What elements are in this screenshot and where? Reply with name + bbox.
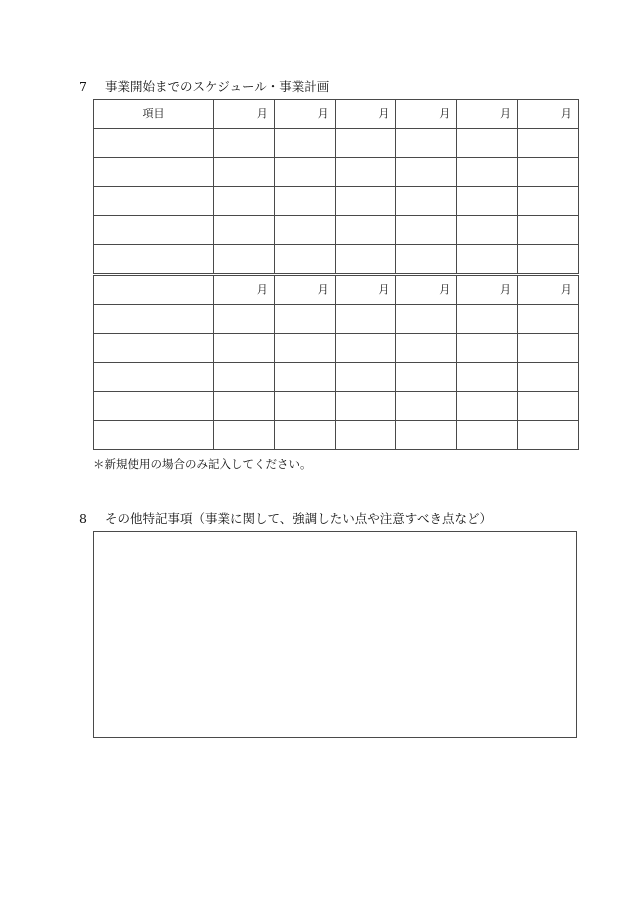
table-header-row (94, 100, 579, 129)
table-row (94, 392, 579, 421)
month-header-cell: 月 (517, 275, 578, 305)
schedule-table (93, 99, 579, 450)
item-cell[interactable] (94, 392, 214, 421)
month-cell[interactable] (335, 187, 396, 216)
month-cell[interactable] (274, 129, 335, 158)
month-cell[interactable] (457, 421, 518, 450)
month-cell[interactable] (396, 334, 457, 363)
month-cell[interactable] (335, 363, 396, 392)
month-cell[interactable] (517, 334, 578, 363)
month-cell[interactable] (335, 392, 396, 421)
month-cell[interactable] (214, 392, 275, 421)
month-cell[interactable] (457, 129, 518, 158)
month-cell[interactable] (274, 392, 335, 421)
month-cell[interactable] (517, 158, 578, 187)
table-row (94, 158, 579, 187)
month-cell[interactable] (274, 158, 335, 187)
item-cell[interactable] (94, 216, 214, 245)
month-header-cell: 月 (214, 100, 275, 129)
section-7-title: 事業開始までのスケジュール・事業計画 (105, 79, 330, 94)
special-notes-box[interactable] (93, 531, 577, 738)
item-cell[interactable] (94, 245, 214, 275)
table-row (94, 245, 579, 275)
month-cell[interactable] (214, 334, 275, 363)
month-cell[interactable] (396, 216, 457, 245)
item-cell[interactable] (94, 334, 214, 363)
month-cell[interactable] (274, 216, 335, 245)
month-cell[interactable] (517, 392, 578, 421)
month-cell[interactable] (335, 129, 396, 158)
item-cell[interactable] (94, 158, 214, 187)
month-cell[interactable] (517, 216, 578, 245)
month-cell[interactable] (396, 421, 457, 450)
item-cell[interactable] (94, 305, 214, 334)
month-cell[interactable] (517, 129, 578, 158)
month-cell[interactable] (396, 363, 457, 392)
month-header-cell: 月 (274, 100, 335, 129)
month-cell[interactable] (214, 421, 275, 450)
month-cell[interactable] (517, 363, 578, 392)
month-header-cell: 月 (457, 275, 518, 305)
section-8-number: 8 (79, 511, 87, 526)
month-cell[interactable] (396, 187, 457, 216)
month-cell[interactable] (274, 187, 335, 216)
section-7-heading (79, 80, 329, 94)
month-cell[interactable] (274, 421, 335, 450)
month-cell[interactable] (335, 158, 396, 187)
item-cell[interactable] (94, 187, 214, 216)
month-cell[interactable] (457, 245, 518, 275)
month-header-cell: 月 (335, 275, 396, 305)
month-header-cell: 月 (457, 100, 518, 129)
month-cell[interactable] (396, 305, 457, 334)
month-cell[interactable] (517, 187, 578, 216)
table-row (94, 334, 579, 363)
month-header-cell: 月 (274, 275, 335, 305)
month-cell[interactable] (335, 245, 396, 275)
table-row (94, 129, 579, 158)
month-cell[interactable] (214, 363, 275, 392)
item-cell[interactable] (94, 421, 214, 450)
month-header-cell: 月 (335, 100, 396, 129)
section-8-heading (79, 512, 492, 526)
month-cell[interactable] (274, 334, 335, 363)
header-item-cell: 項目 (94, 100, 214, 129)
month-cell[interactable] (214, 305, 275, 334)
item-cell[interactable] (94, 363, 214, 392)
month-cell[interactable] (335, 305, 396, 334)
month-cell[interactable] (335, 216, 396, 245)
month-cell[interactable] (517, 245, 578, 275)
month-cell[interactable] (517, 421, 578, 450)
month-cell[interactable] (457, 334, 518, 363)
month-header-cell: 月 (214, 275, 275, 305)
month-cell[interactable] (396, 245, 457, 275)
month-header-cell: 月 (396, 275, 457, 305)
table-row (94, 187, 579, 216)
header-item-cell[interactable] (94, 275, 214, 305)
month-cell[interactable] (517, 305, 578, 334)
month-cell[interactable] (214, 158, 275, 187)
section-8-title: その他特記事項（事業に関して、強調したい点や注意すべき点など） (105, 511, 493, 526)
month-header-cell: 月 (517, 100, 578, 129)
section-7-number: 7 (79, 79, 87, 94)
month-cell[interactable] (396, 392, 457, 421)
new-use-note: ＊新規使用の場合のみ記入してください。 (93, 457, 312, 471)
month-cell[interactable] (214, 216, 275, 245)
month-cell[interactable] (396, 158, 457, 187)
month-cell[interactable] (214, 187, 275, 216)
month-cell[interactable] (274, 305, 335, 334)
item-cell[interactable] (94, 129, 214, 158)
month-cell[interactable] (214, 129, 275, 158)
table-row (94, 216, 579, 245)
month-cell[interactable] (335, 334, 396, 363)
month-cell[interactable] (396, 129, 457, 158)
month-cell[interactable] (457, 187, 518, 216)
month-cell[interactable] (335, 421, 396, 450)
month-cell[interactable] (274, 363, 335, 392)
table-row (94, 305, 579, 334)
month-cell[interactable] (457, 363, 518, 392)
table-header-row (94, 275, 579, 305)
month-cell[interactable] (274, 245, 335, 275)
month-header-cell: 月 (396, 100, 457, 129)
month-cell[interactable] (214, 245, 275, 275)
month-cell[interactable] (457, 305, 518, 334)
table-row (94, 363, 579, 392)
month-cell[interactable] (457, 392, 518, 421)
month-cell[interactable] (457, 158, 518, 187)
month-cell[interactable] (457, 216, 518, 245)
table-row (94, 421, 579, 450)
